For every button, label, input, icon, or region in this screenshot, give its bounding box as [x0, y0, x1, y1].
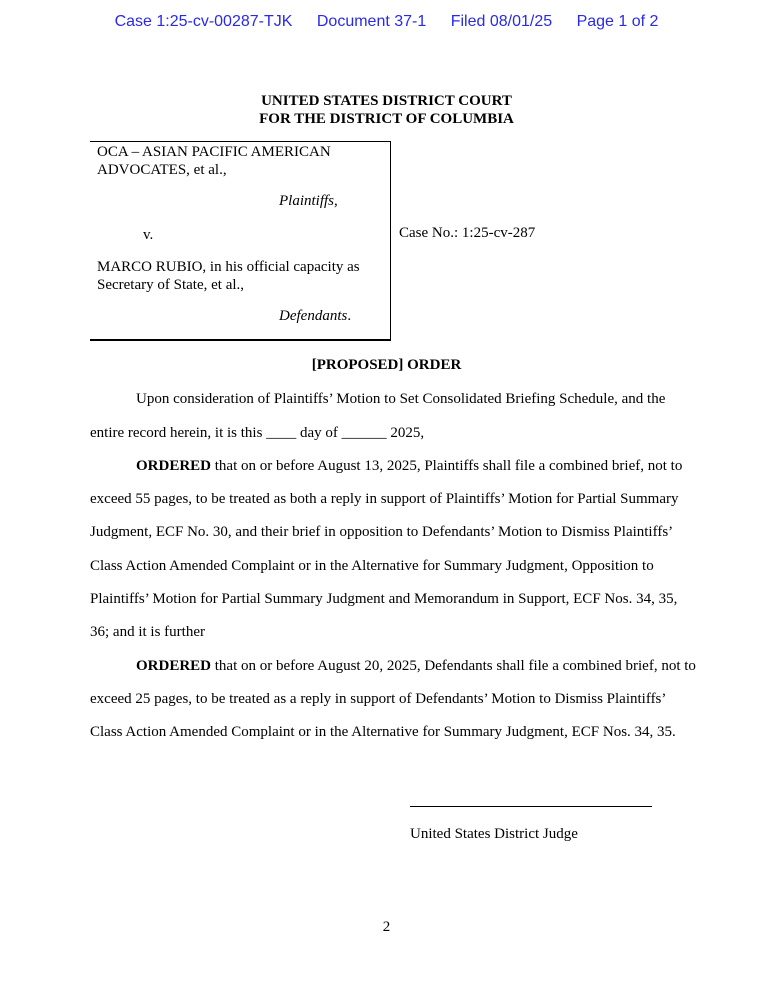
ordered-paragraph-1-line4: Class Action Amended Complaint or in the Alternative for Summary Judgment, Opposition to	[90, 558, 654, 574]
ecf-case-number: Case 1:25-cv-00287-TJK	[114, 13, 293, 30]
versus: v.	[143, 227, 154, 243]
case-number: Case No.: 1:25-cv-287	[399, 225, 536, 241]
order-title: [PROPOSED] ORDER	[311, 357, 462, 373]
defendants-designation	[279, 307, 351, 325]
court-name: UNITED STATES DISTRICT COURT	[261, 93, 512, 109]
ordered-paragraph-1-text: that on or before August 13, 2025, Plaintiffs shall file a combined brief, not to	[211, 458, 683, 474]
plaintiffs-label: Plaintiffs	[279, 193, 335, 209]
plaintiffs-designation	[279, 192, 338, 210]
plaintiff-name-line1: OCA – ASIAN PACIFIC AMERICAN	[97, 144, 331, 160]
defendants-suffix: .	[347, 308, 352, 324]
intro-line1: Upon consideration of Plaintiffs’ Motion to Set Consolidated Briefing Schedule, and the	[136, 391, 666, 407]
ordered-paragraph-1-line5: Plaintiffs’ Motion for Partial Summary Judgment and Memorandum in Support, ECF Nos. 34, 35,	[90, 591, 678, 607]
court-heading	[0, 92, 773, 128]
ecf-document-number: Document 37-1	[316, 13, 427, 30]
ordered-paragraph-1-line3: Judgment, ECF No. 30, and their brief in opposition to Defendants’ Motion to Dismiss Plaintiffs’	[90, 524, 674, 540]
intro-line2: entire record herein, it is this ____ day of ______ 2025,	[90, 425, 425, 441]
judge-title: United States District Judge	[410, 826, 578, 842]
page-number: 2	[382, 919, 391, 935]
plaintiff-name-line2: ADVOCATES, et al.,	[97, 162, 227, 178]
ecf-header	[0, 13, 773, 31]
ordered-paragraph-1-line6: 36; and it is further	[90, 624, 205, 640]
ordered-paragraph-2-line3: Class Action Amended Complaint or in the Alternative for Summary Judgment, ECF Nos. 34, 35.	[90, 724, 676, 740]
ordered-paragraph-2-line1	[136, 658, 696, 675]
plaintiffs-suffix: ,	[334, 193, 338, 209]
defendant-name-line1: MARCO RUBIO, in his official capacity as	[97, 259, 360, 275]
ordered-paragraph-2-text: that on or before August 20, 2025, Defendants shall file a combined brief, not to	[211, 658, 696, 674]
defendants-label: Defendants	[279, 308, 348, 324]
ecf-page-count: Page 1 of 2	[576, 13, 659, 30]
ordered-paragraph-2-line2: exceed 25 pages, to be treated as a reply in support of Defendants’ Motion to Dismiss Plaintiffs’	[90, 691, 667, 707]
ecf-filed-date: Filed 08/01/25	[450, 13, 553, 30]
ordered-label: ORDERED	[136, 658, 212, 674]
court-district: FOR THE DISTRICT OF COLUMBIA	[259, 111, 514, 127]
ordered-label: ORDERED	[136, 458, 212, 474]
signature-line	[410, 806, 652, 807]
defendant-name-line2: Secretary of State, et al.,	[97, 277, 245, 293]
ordered-paragraph-1-line1	[136, 458, 682, 475]
ordered-paragraph-1-line2: exceed 55 pages, to be treated as both a reply in support of Plaintiffs’ Motion for Partial Summary	[90, 491, 679, 507]
